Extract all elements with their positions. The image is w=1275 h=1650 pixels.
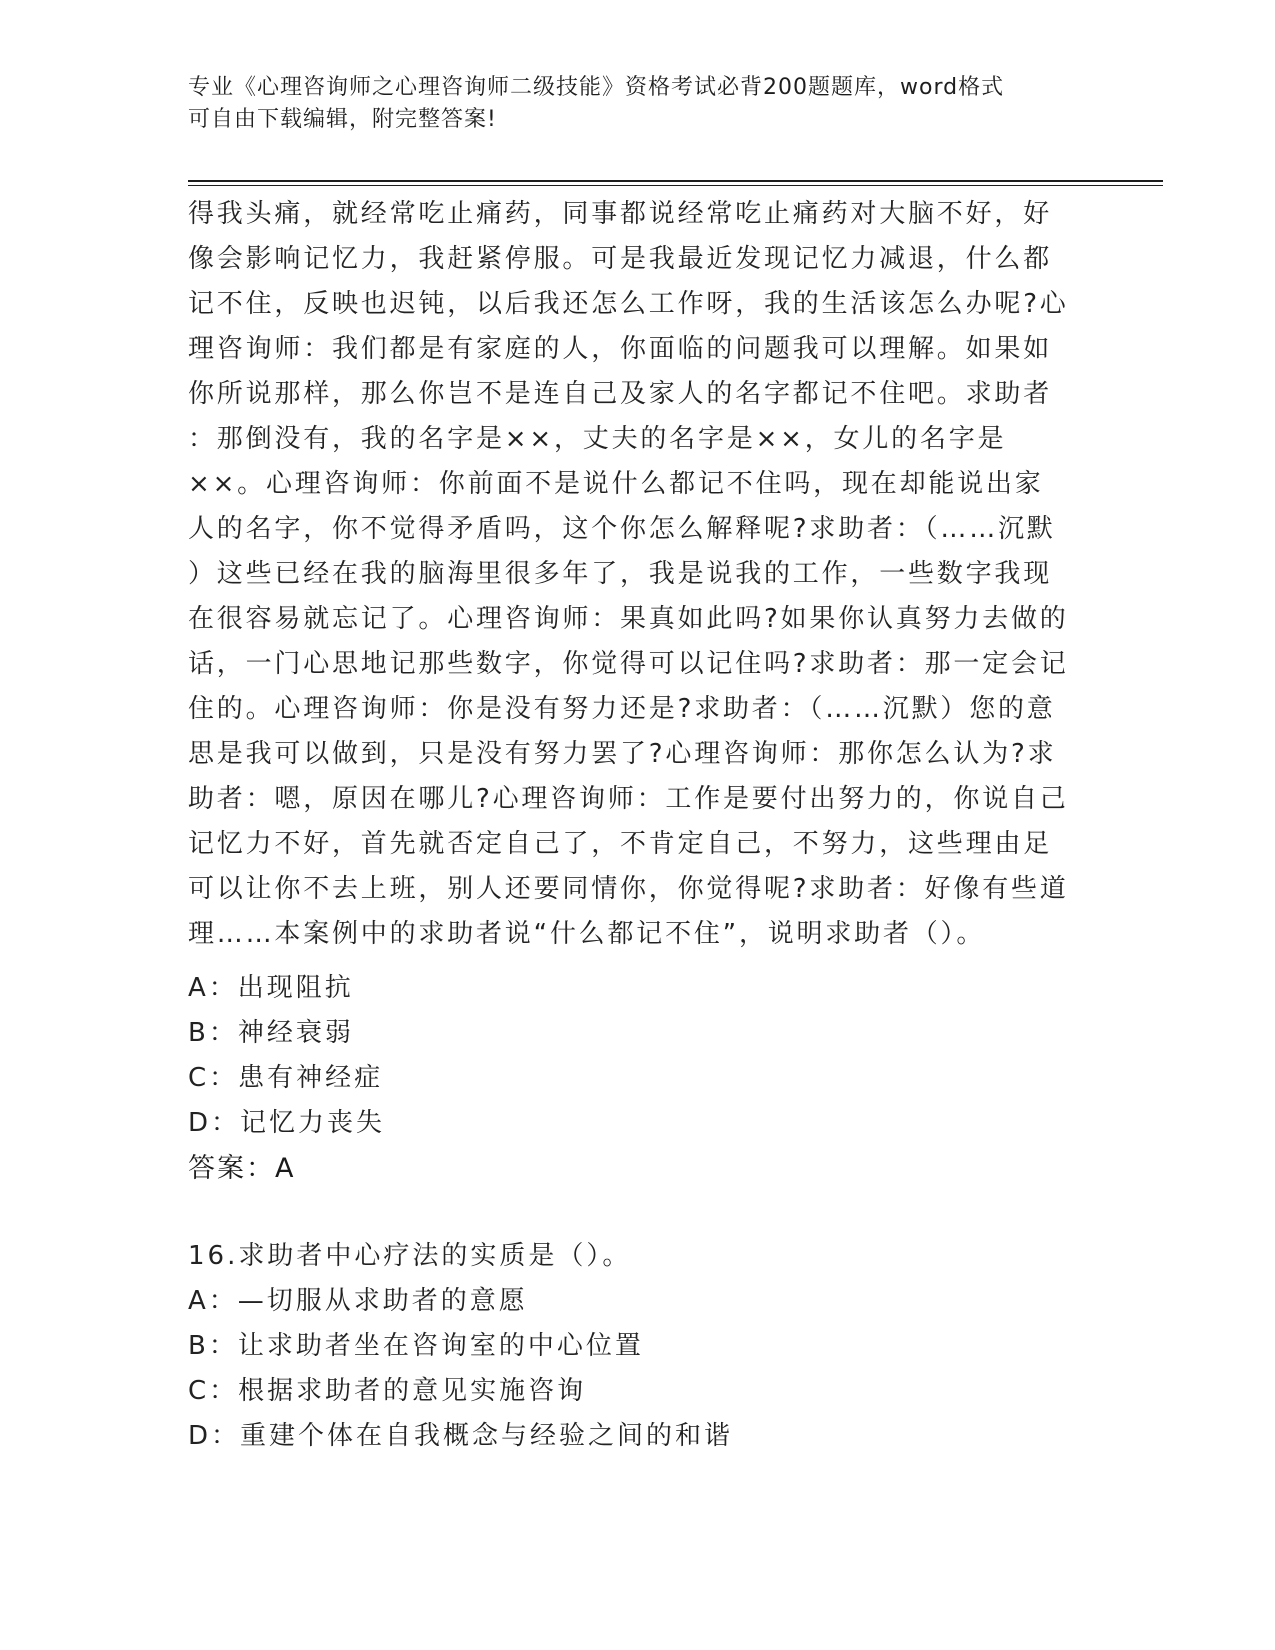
passage-line: 得我头痛，就经常吃止痛药，同事都说经常吃止痛药对大脑不好，好 xyxy=(188,199,1053,229)
header-divider-thick xyxy=(188,180,1163,182)
option-c: C：根据求助者的意见实施咨询 xyxy=(188,1376,587,1406)
passage-line: 助者：嗯，原因在哪儿?心理咨询师：工作是要付出努力的，你说自己 xyxy=(188,784,1069,814)
option-a: A：出现阻抗 xyxy=(188,973,354,1003)
passage-line: 记忆力不好，首先就否定自己了，不肯定自己，不努力，这些理由足 xyxy=(188,829,1053,859)
option-a: A：—切服从求助者的意愿 xyxy=(188,1286,528,1316)
passage-line: 人的名字，你不觉得矛盾吗，这个你怎么解释呢?求助者：（……沉默 xyxy=(188,514,1056,544)
passage-line: 住的。心理咨询师：你是没有努力还是?求助者：（……沉默）您的意 xyxy=(188,694,1056,724)
passage-line: 话，一门心思地记那些数字，你觉得可以记住吗?求助者：那一定会记 xyxy=(188,649,1069,679)
option-b: B：让求助者坐在咨询室的中心位置 xyxy=(188,1331,644,1361)
passage-line: 你所说那样，那么你岂不是连自己及家人的名字都记不住吧。求助者 xyxy=(188,379,1053,409)
passage-line: ：那倒没有，我的名字是××，丈夫的名字是××，女儿的名字是 xyxy=(188,424,1007,454)
header-divider-thin xyxy=(188,185,1163,186)
passage-line: ××。心理咨询师：你前面不是说什么都记不住吗，现在却能说出家 xyxy=(188,469,1044,499)
question-16-stem: 16.求助者中心疗法的实质是（）。 xyxy=(188,1241,632,1271)
passage-line: 像会影响记忆力，我赶紧停服。可是我最近发现记忆力减退，什么都 xyxy=(188,244,1053,274)
question-15-passage xyxy=(188,192,1069,957)
header-line-2: 可自由下载编辑，附完整答案! xyxy=(188,107,497,132)
passage-line: 思是我可以做到，只是没有努力罢了?心理咨询师：那你怎么认为?求 xyxy=(188,739,1057,769)
header-line-1: 专业《心理咨询师之心理咨询师二级技能》资格考试必背200题题库，word格式 xyxy=(188,75,1005,100)
passage-line: 理咨询师：我们都是有家庭的人，你面临的问题我可以理解。如果如 xyxy=(188,334,1053,364)
question-15-options xyxy=(188,966,385,1146)
option-d: D：重建个体在自我概念与经验之间的和谐 xyxy=(188,1421,734,1451)
option-d: D：记忆力丧失 xyxy=(188,1108,386,1138)
option-c: C：患有神经症 xyxy=(188,1063,384,1093)
question-16 xyxy=(188,1234,733,1459)
passage-line: 可以让你不去上班，别人还要同情你，你觉得呢?求助者：好像有些道 xyxy=(188,874,1069,904)
document-header xyxy=(188,72,1088,136)
passage-line: 理……本案例中的求助者说“什么都记不住”，说明求助者（）。 xyxy=(188,919,986,949)
passage-line: ）这些已经在我的脑海里很多年了，我是说我的工作，一些数字我现 xyxy=(188,559,1053,589)
passage-line: 在很容易就忘记了。心理咨询师：果真如此吗?如果你认真努力去做的 xyxy=(188,604,1069,634)
passage-line: 记不住，反映也迟钝，以后我还怎么工作呀，我的生活该怎么办呢?心 xyxy=(188,289,1069,319)
question-15-answer: 答案：A xyxy=(188,1153,296,1184)
option-b: B：神经衰弱 xyxy=(188,1018,354,1048)
